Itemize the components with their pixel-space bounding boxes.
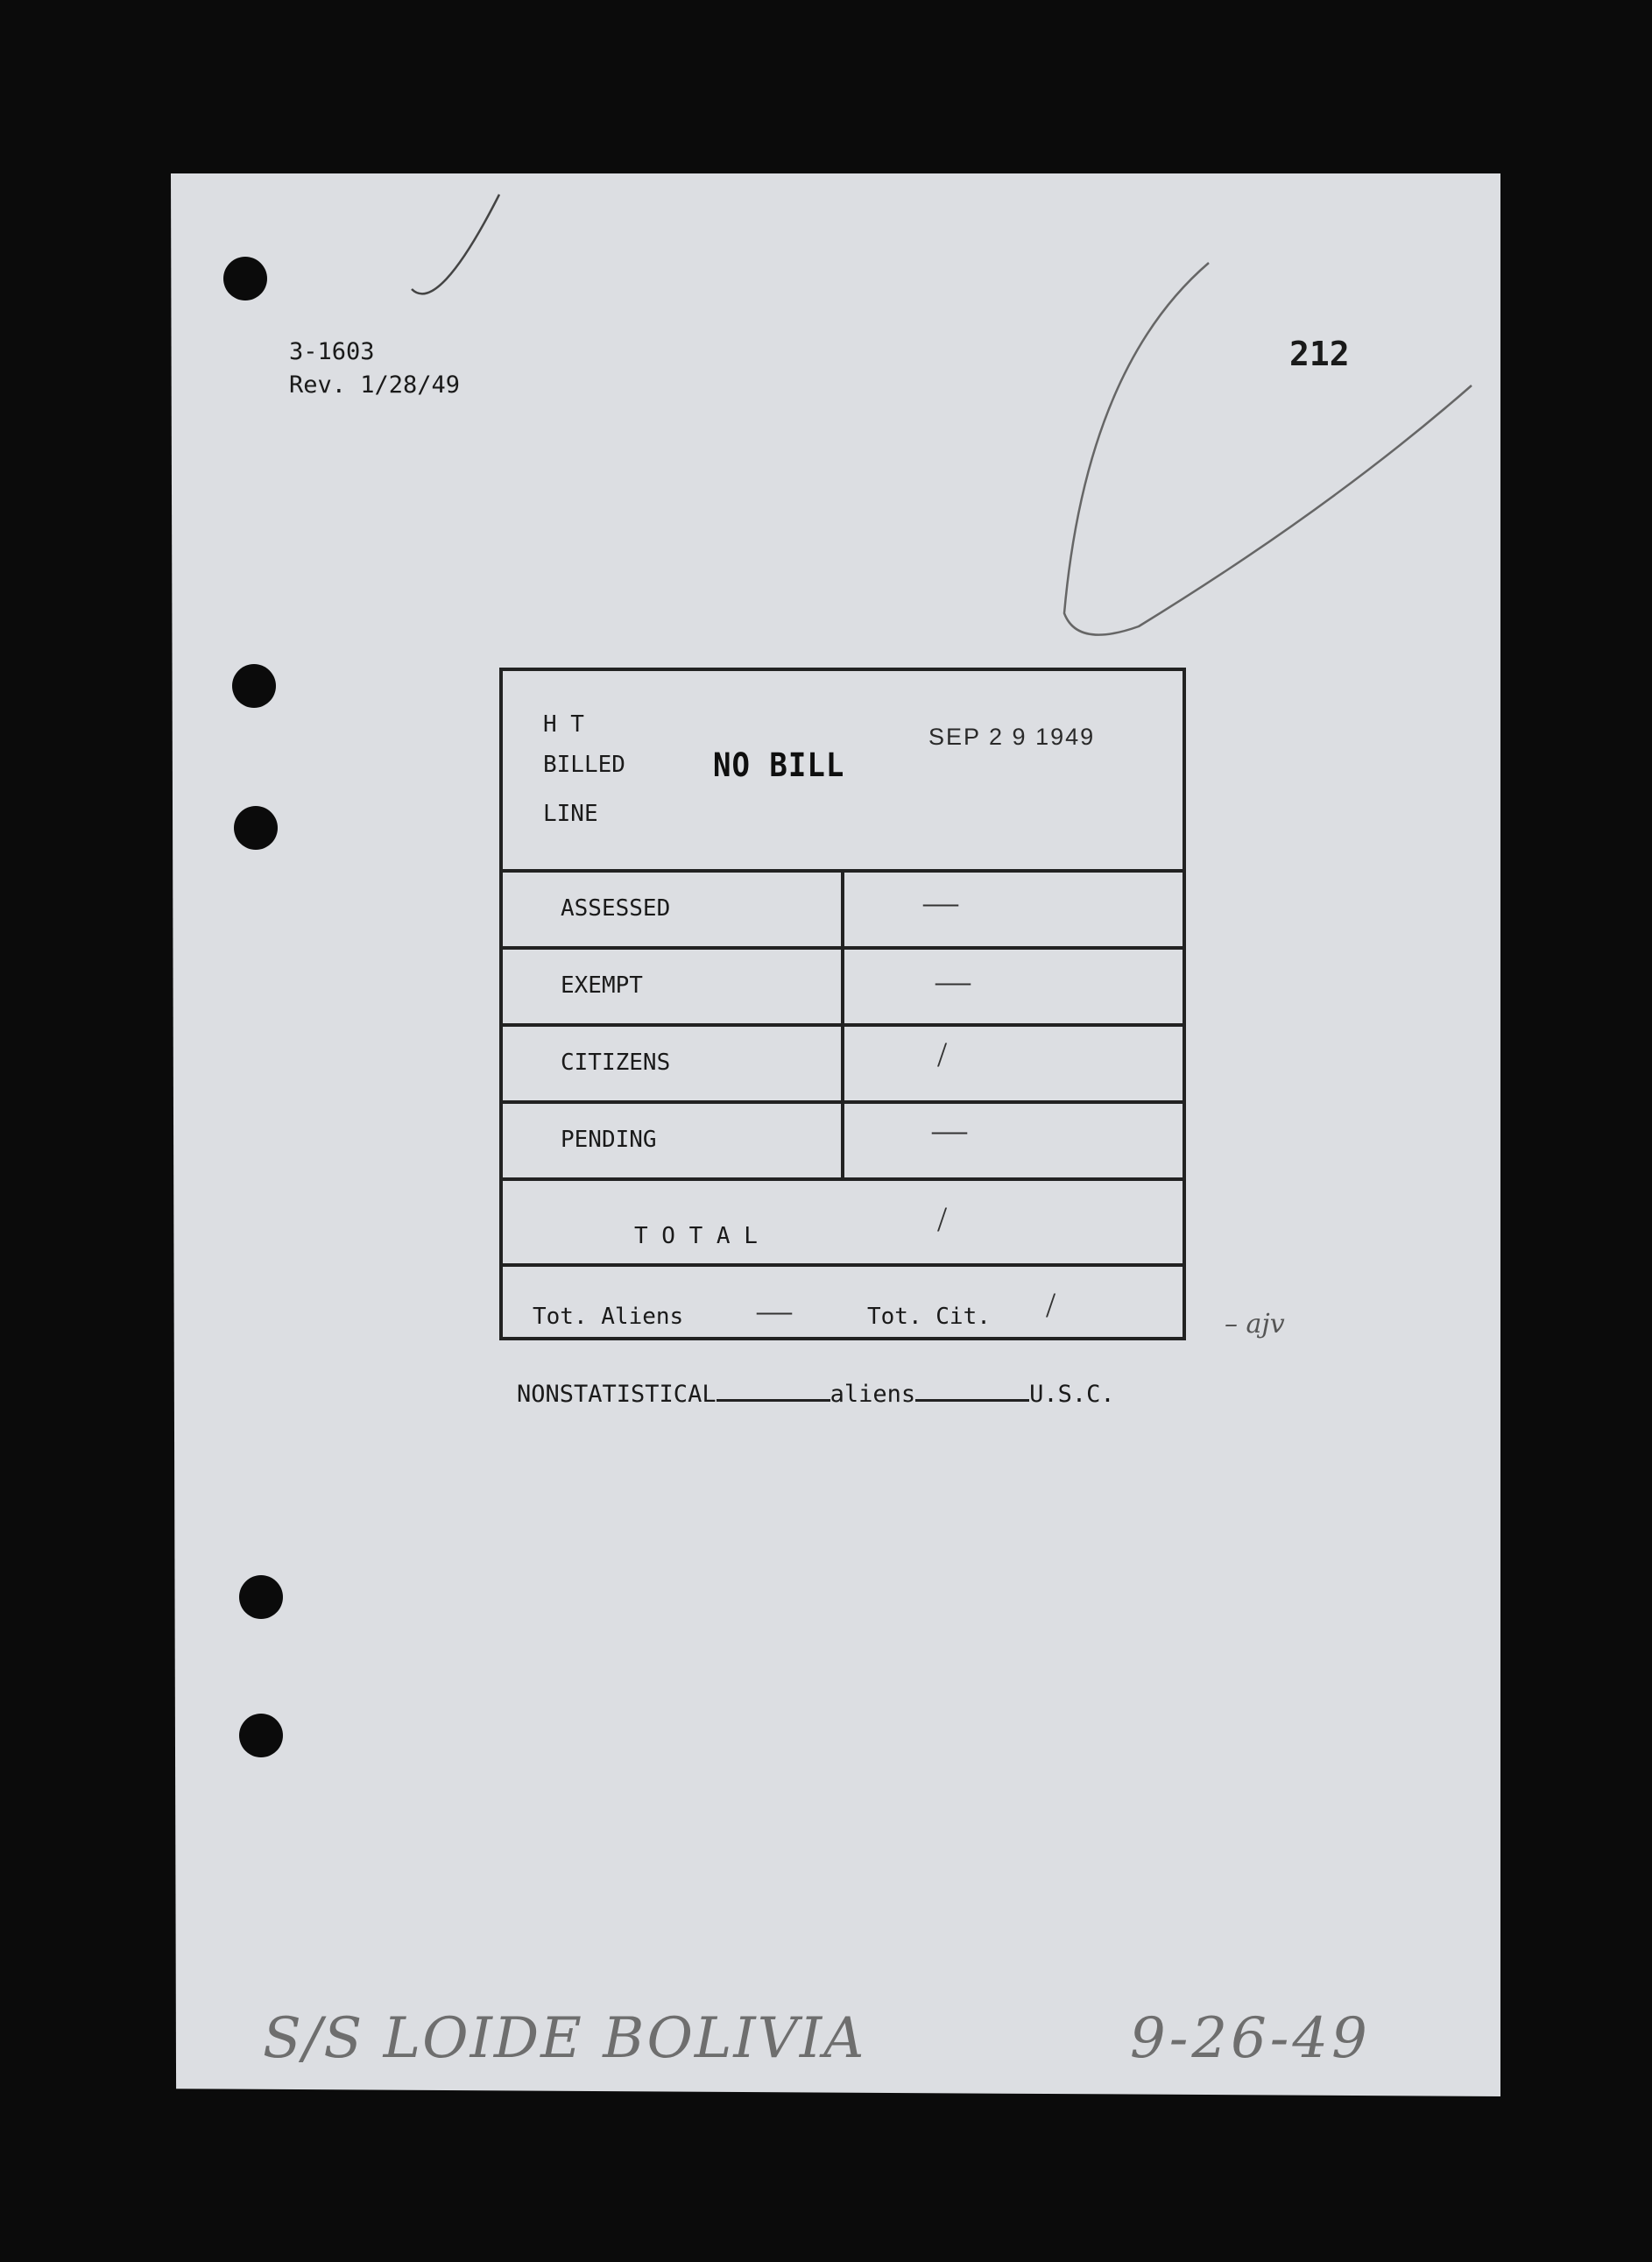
usc-label: U.S.C. bbox=[1029, 1381, 1115, 1408]
row-exempt-value: — bbox=[935, 961, 971, 1000]
row-assessed-value: — bbox=[923, 882, 958, 922]
row-assessed-label: ASSESSED bbox=[561, 895, 671, 922]
divider bbox=[503, 1263, 1183, 1267]
tot-aliens-value: — bbox=[757, 1290, 792, 1330]
row-pending-label: PENDING bbox=[561, 1127, 657, 1153]
no-bill-stamp: NO BILL bbox=[713, 746, 845, 785]
tot-cit-value: / bbox=[1046, 1285, 1056, 1325]
form-revision: Rev. 1/28/49 bbox=[289, 371, 461, 399]
row-pending-value: — bbox=[932, 1110, 967, 1149]
date-stamp: SEP 2 9 1949 bbox=[928, 724, 1096, 750]
divider bbox=[503, 1177, 1183, 1181]
tot-cit-label: Tot. Cit. bbox=[867, 1304, 991, 1330]
handwritten-date: 9-26-49 bbox=[1130, 2006, 1371, 2071]
column-divider bbox=[841, 869, 844, 1177]
header-billed: BILLED bbox=[543, 752, 625, 778]
aliens-label: aliens bbox=[830, 1381, 916, 1408]
row-exempt-label: EXEMPT bbox=[561, 972, 643, 999]
blank-line bbox=[915, 1378, 1029, 1402]
page-number: 212 bbox=[1289, 335, 1350, 373]
form-number: 3-1603 bbox=[289, 338, 375, 365]
handwritten-initials: – ajv bbox=[1225, 1309, 1285, 1340]
total-label: T O T A L bbox=[634, 1223, 758, 1249]
row-citizens-value: / bbox=[937, 1035, 948, 1074]
row-citizens-label: CITIZENS bbox=[561, 1050, 671, 1076]
nonstatistical-label: NONSTATISTICAL bbox=[517, 1381, 717, 1408]
manifest-tally-box bbox=[499, 668, 1186, 1340]
nonstatistical-line bbox=[517, 1378, 1115, 1408]
blank-line bbox=[717, 1378, 830, 1402]
header-line: LINE bbox=[543, 801, 598, 827]
tot-aliens-label: Tot. Aliens bbox=[533, 1304, 684, 1330]
total-value: / bbox=[937, 1199, 948, 1239]
handwritten-ship-name: S/S LOIDE BOLIVIA bbox=[263, 2006, 866, 2071]
header-ht: H T bbox=[543, 711, 584, 738]
